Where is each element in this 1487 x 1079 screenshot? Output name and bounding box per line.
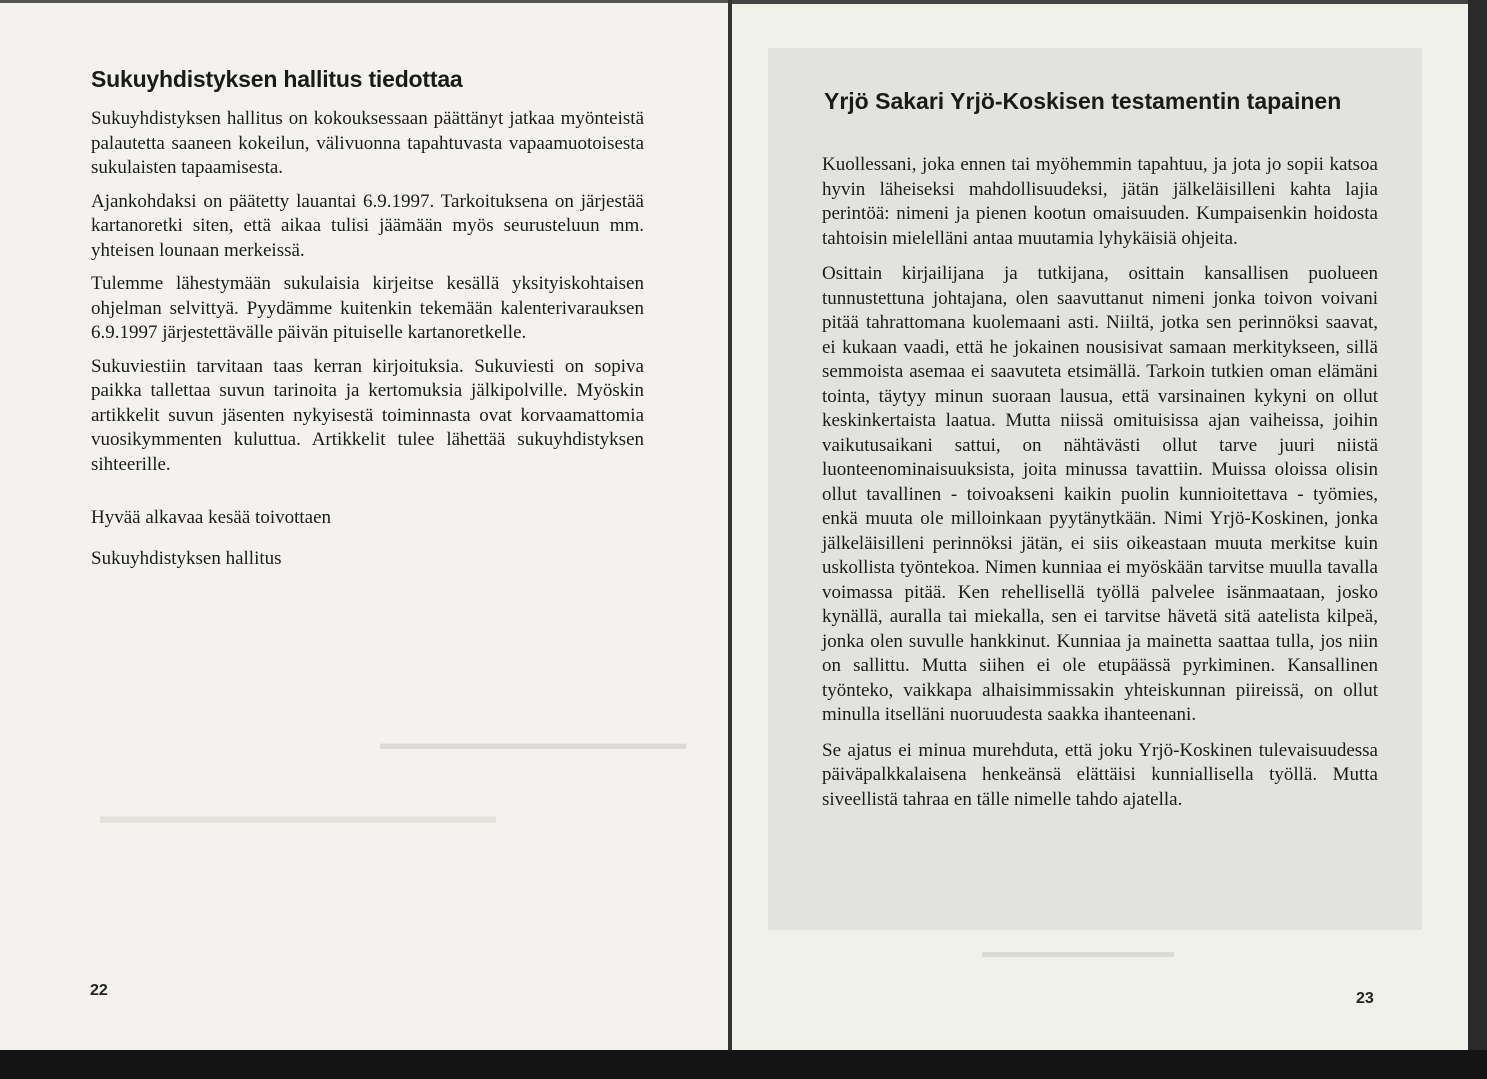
show-through-left: ▬▬▬▬▬▬▬▬▬▬▬▬▬▬▬▬▬ bbox=[380, 733, 686, 753]
right-paragraph: Se ajatus ei minua murehduta, että joku Yrjö-Koskinen tulevaisuudessa päiväpalkkalaisena henkeänsä elättäisi kunniallisella työllä. Mutta siveellistä tahraa en tälle nimelle tahdo ajatella. bbox=[822, 739, 1378, 810]
greeting: Hyvää alkavaa kesää toivottaen bbox=[91, 507, 332, 528]
show-through-left-2: ▬▬▬▬▬▬▬▬▬▬▬▬▬▬▬▬▬▬ bbox=[100, 803, 496, 828]
right-page-title: Yrjö Sakari Yrjö-Koskisen testamentin tapainen bbox=[824, 88, 1342, 114]
left-paragraph: Sukuyhdistyksen hallitus on kokouksessaan päättänyt jatkaa myönteistä palautetta saaneen kokeilun, välivuonna tapahtuvasta vapaamuotoisesta sukulaisten tapaamisesta. bbox=[91, 108, 644, 178]
page-number-right: 23 bbox=[1356, 990, 1374, 1007]
scan-bottom-edge bbox=[0, 1050, 1487, 1079]
page-number-left: 22 bbox=[90, 982, 108, 999]
spacer bbox=[91, 486, 644, 506]
right-paragraph: Osittain kirjailijana ja tutkijana, osittain kansallisen puolueen tunnustettuna johtajana, olen saavuttanut nimeni jonka toivon voivani pitää tahrattomana kuolemaani asti. Niiltä, jotka sen perinnöksi saavat, ei kukaan vaadi, että he jokainen nousisivat samaan merkitykseen, sillä semmoista asemaa ei saavuteta etsimällä. Tarkoin tutkien oman elämäni tointa, täytyy minun suoraan lausua, että varsinainen kykyni on ollut keskinkertaista laatua. Mutta niissä omituisissa ajan vaiheissa, joihin vaikutusaikani sattui, on nähtävästi ollut tarve juuri niistä luonteenominaisuuksista, joita minussa tavattiin. Muissa oloissa olisin ollut tavallinen - toivoakseni kaikin puolin kunnioitettava - työmies, enkä muuta ole milloinkaan pyytänytkään. Nimi Yrjö-Koskinen, jonka jälkeläisilleni perinnöksi jätän, ei siis oikeastaan muuta merkitse kuin uskollista työntekoa. Nimen kunniaa ei myöskään tarvitse muulla tavalla voimassa pitää. Ken rehellisellä työllä palvelee isänmaataan, josko kynällä, auralla tai miekalla, sen ei tarvitse hävetä sitä aatelista kilpeä, jonka olen suvulle hankkinut. Kunniaa ja mainetta saattaa tulla, jos niin on sallittu. Mutta siihen ei ole etupäässä pyrkiminen. Kansallinen työnteko, vaikkapa alhaisimmissakin yhteiskunnan piireissä, on ollut minulla itselläni nuoruudesta saakka ihanteenani. bbox=[822, 263, 1378, 725]
left-paragraph: Ajankohdaksi on päätetty lauantai 6.9.1997. Tarkoituksena on järjestää kartanoretki siten, että aikaa tulisi jäämään myös seurusteluun mm. yhteisen lounaan merkeissä. bbox=[91, 190, 644, 261]
signature: Sukuyhdistyksen hallitus bbox=[91, 547, 282, 569]
right-page-body bbox=[822, 153, 1378, 823]
left-page-body bbox=[91, 107, 644, 587]
left-paragraph: Sukuviestiin tarvitaan taas kerran kirjoituksia. Sukuviesti on sopiva paikka tallettaa suvun tarinoita ja kertomuksia jälkipolville. Myöskin artikkelit suvun jäsenten nykyisestä toiminnasta ovat korvaamattomia vuosikymmenten kuluttua. Artikkelit tulee lähettää sukuyhdistyksen sihteerille. bbox=[91, 355, 644, 475]
left-paragraph: Tulemme lähestymään sukulaisia kirjeitse kesällä yksityiskohtaisen ohjelman selvittyä. Pyydämme kuitenkin tekemään kalenterivarauksen 6.9.1997 järjestettävälle päivän pituiselle kartanoretkelle. bbox=[91, 273, 644, 343]
right-paragraph: Kuollessani, joka ennen tai myöhemmin tapahtuu, ja jota jo sopii katsoa hyvin läheiseksi mahdollisuudeksi, jätän jälkeläisilleni kahta lajia perintöä: nimeni ja pienen kootun omaisuuden. Kumpaisenkin hoidosta tahtoisin mielelläni antaa muutamia lyhykäisiä ohjeita. bbox=[822, 154, 1378, 249]
left-page-title: Sukuyhdistyksen hallitus tiedottaa bbox=[91, 66, 463, 92]
right-edge bbox=[1468, 0, 1487, 1079]
show-through-right: ▬▬▬▬▬▬▬▬▬▬▬▬ bbox=[982, 944, 1174, 961]
